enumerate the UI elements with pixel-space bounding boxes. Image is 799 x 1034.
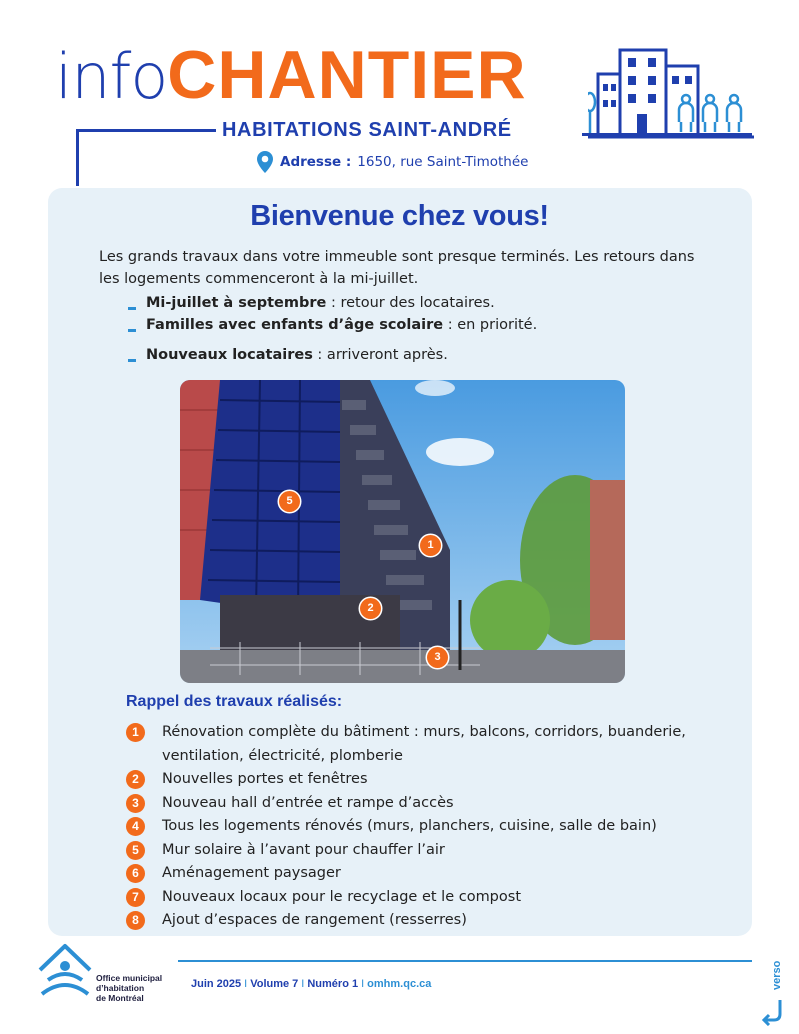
number-badge: 7	[126, 888, 145, 907]
address-value: 1650, rue Saint-Timothée	[357, 154, 529, 170]
number-badge: 2	[126, 770, 145, 789]
verso-arrow-icon	[760, 998, 786, 1026]
welcome-title: Bienvenue chez vous!	[250, 200, 549, 232]
issue-volume: Volume 7	[250, 978, 299, 990]
photo-marker: 2	[360, 598, 381, 619]
title-info: info	[55, 40, 168, 113]
photo-marker: 5	[279, 491, 300, 512]
schedule-list	[126, 292, 686, 366]
decorative-rule	[76, 129, 79, 186]
bullet-text: : retour des locataires.	[326, 295, 495, 311]
org-line: Office municipal	[96, 973, 163, 983]
item-text: Nouvelles portes et fenêtres	[162, 771, 368, 787]
list-item	[126, 886, 716, 910]
project-name: HABITATIONS SAINT-ANDRÉ	[222, 119, 512, 141]
footer-rule	[178, 960, 752, 962]
list-item	[126, 862, 716, 886]
list-item	[126, 344, 686, 366]
bullet-bold: Familles avec enfants d’âge scolaire	[146, 317, 444, 333]
photo-marker: 3	[427, 647, 448, 668]
photo-marker: 1	[420, 535, 441, 556]
issue-number: Numéro 1	[307, 978, 359, 990]
org-line: d’habitation	[96, 983, 145, 993]
separator: I	[361, 978, 365, 990]
list-item	[126, 839, 716, 863]
bullet-bold: Mi-juillet à septembre	[146, 295, 327, 311]
org-line: de Montréal	[96, 993, 144, 1003]
item-text: Mur solaire à l’avant pour chauffer l’air	[162, 841, 445, 858]
bullet-text: : en priorité.	[443, 317, 538, 333]
number-badge: 5	[126, 841, 145, 860]
reminder-title: Rappel des travaux réalisés:	[126, 693, 343, 710]
omhm-logo	[34, 940, 96, 1002]
intro-paragraph: Les grands travaux dans votre immeuble sont presque terminés. Les retours dans les logements commenceront à la mi-juillet.	[99, 249, 695, 287]
list-item	[126, 815, 716, 839]
list-item	[126, 768, 716, 792]
separator: I	[244, 978, 248, 990]
number-badge: 4	[126, 817, 145, 836]
decorative-rule	[76, 129, 216, 132]
item-text: Aménagement paysager	[162, 865, 341, 881]
number-badge: 1	[126, 723, 145, 742]
title-chantier: CHANTIER	[167, 37, 527, 113]
address	[256, 150, 528, 174]
item-text: Ajout d’espaces de rangement (resserres)	[162, 912, 467, 928]
item-text: Nouveau hall d’entrée et rampe d’accès	[162, 794, 454, 811]
masthead	[0, 0, 799, 190]
list-item	[126, 292, 686, 314]
building-photo-illustration	[180, 380, 625, 683]
newsletter-title	[55, 36, 527, 116]
issue-date: Juin 2025	[191, 978, 242, 990]
location-pin-icon	[256, 150, 274, 174]
bullet-text: : arriveront après.	[312, 347, 448, 363]
list-item	[126, 909, 716, 933]
list-item	[126, 721, 716, 768]
verso-label: verso	[771, 960, 783, 990]
item-text: Tous les logements rénovés (murs, planchers, cuisine, salle de bain)	[162, 818, 657, 834]
list-item	[126, 792, 716, 816]
address-label: Adresse :	[280, 154, 352, 170]
issue-info	[191, 978, 431, 990]
website-link[interactable]: omhm.qc.ca	[367, 978, 432, 990]
bullet-bold: Nouveaux locataires	[146, 347, 313, 363]
works-list	[126, 721, 716, 933]
number-badge: 8	[126, 911, 145, 930]
building-illustration	[588, 44, 754, 140]
decorative-rule	[582, 133, 752, 136]
separator: I	[301, 978, 305, 990]
number-badge: 3	[126, 794, 145, 813]
building-photo	[180, 380, 625, 683]
org-name	[96, 973, 176, 1003]
list-item	[126, 314, 686, 336]
item-text: Nouveaux locaux pour le recyclage et le compost	[162, 888, 522, 905]
item-text: Rénovation complète du bâtiment : murs, balcons, corridors, buanderie, ventilation, électricité, plomberie	[162, 724, 686, 764]
number-badge: 6	[126, 864, 145, 883]
